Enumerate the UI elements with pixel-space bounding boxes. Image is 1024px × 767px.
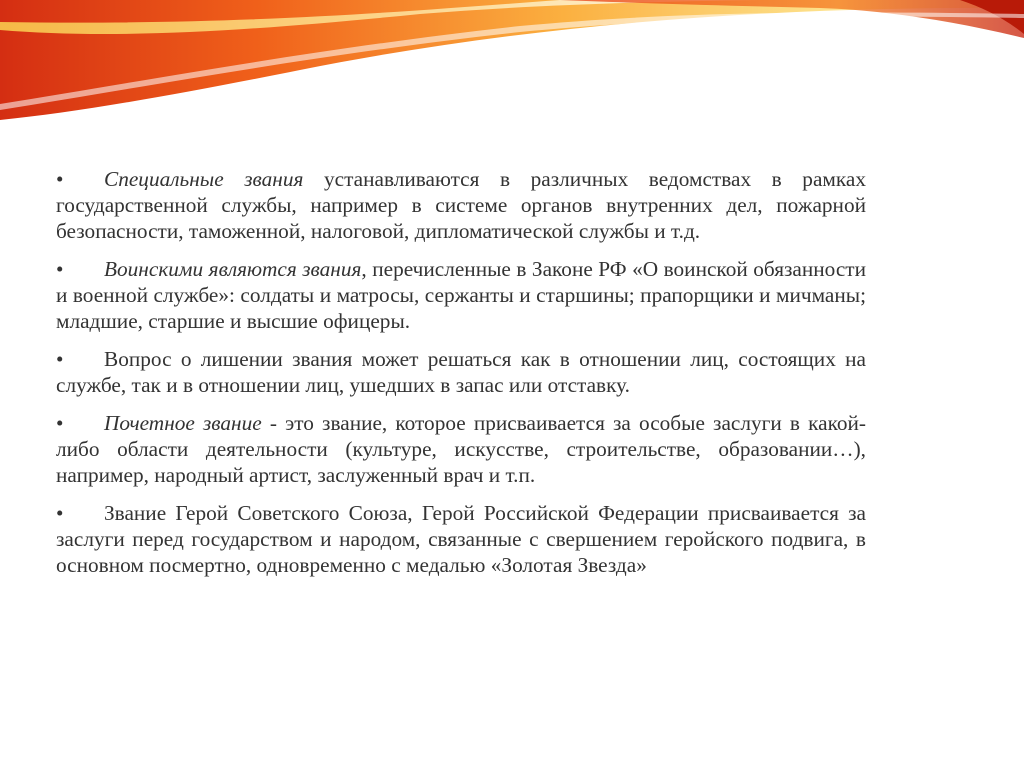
list-item xyxy=(56,500,866,578)
bullet-marker: • xyxy=(56,167,64,191)
bullet-list xyxy=(56,166,866,590)
list-item xyxy=(56,410,866,488)
paragraph-text: Звание Герой Советского Союза, Герой Российской Федерации присваивается за заслуги перед государством и народом, связанные с свершением геройского подвига, в основном посмертно, одновременно с медалью «Золотая Звезда» xyxy=(56,501,866,577)
paragraph-text: Вопрос о лишении звания может решаться как в отношении лиц, состоящих на службе, так и в отношении лиц, ушедших в запас или отставку. xyxy=(56,347,866,397)
emphasized-term: Воинскими являются звания xyxy=(104,257,362,281)
decorative-swoosh xyxy=(0,0,1024,130)
bullet-marker: • xyxy=(56,347,64,371)
emphasized-term: Специальные звания xyxy=(104,167,304,191)
bullet-marker: • xyxy=(56,501,64,525)
paragraph-text: - это звание, которое присваивается за особые заслуги в какой-либо области деятельности (культуре, искусстве, строительстве, образовании…), например, народный артист, заслуженный врач и т.п. xyxy=(56,411,866,487)
paragraph-text: устанавливаются в различных ведомствах в рамках государственной службы, например в системе органов внутренних дел, пожарной безопасности, таможенной, налоговой, дипломатической службы и т.д. xyxy=(56,167,866,243)
paragraph-text: , перечисленные в Законе РФ «О воинской обязанности и военной службе»: солдаты и матросы, сержанты и старшины; прапорщики и мичманы; младшие, старшие и высшие офицеры. xyxy=(56,257,866,333)
list-item xyxy=(56,346,866,398)
list-item xyxy=(56,166,866,244)
emphasized-term: Почетное звание xyxy=(104,411,262,435)
bullet-marker: • xyxy=(56,257,64,281)
list-item xyxy=(56,256,866,334)
bullet-marker: • xyxy=(56,411,64,435)
